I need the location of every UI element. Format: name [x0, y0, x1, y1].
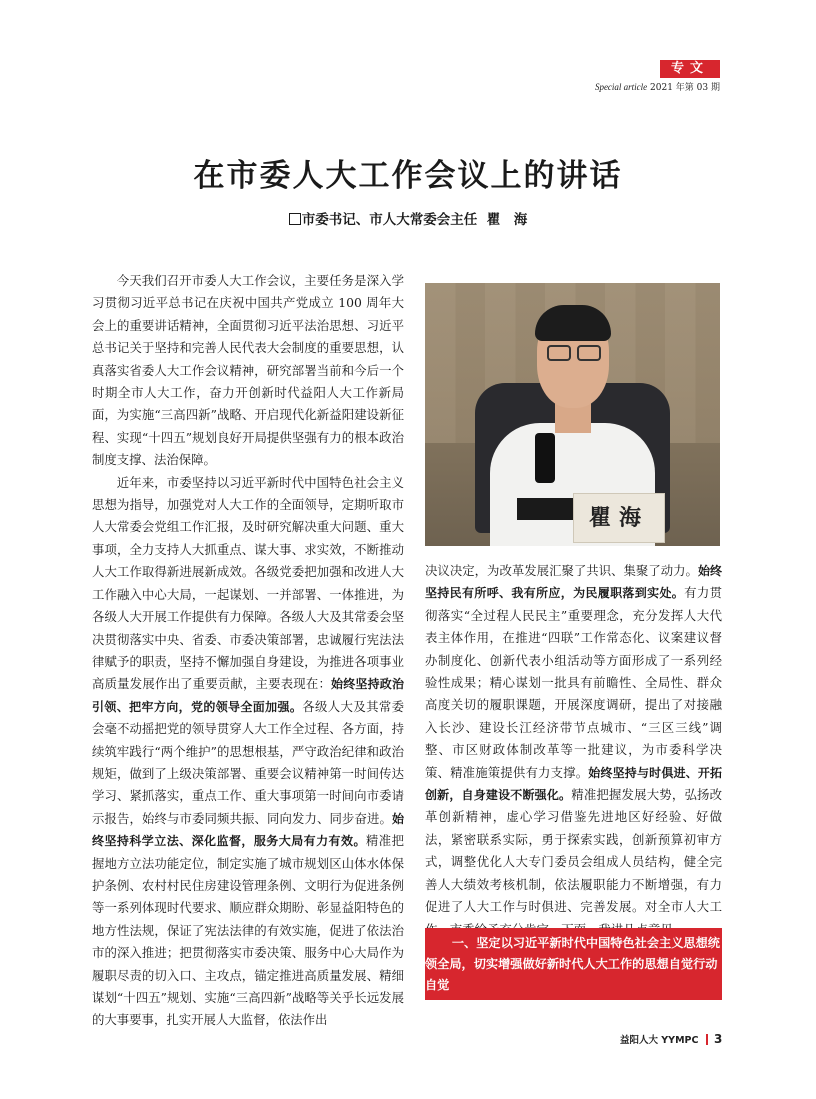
footer-divider	[706, 1034, 708, 1045]
issue-en: Special article	[594, 82, 648, 92]
highlight-legislation: 始终坚持科学立法、深化监督，服务大局有力有效。	[92, 811, 404, 849]
paragraph-achievements	[92, 472, 404, 1032]
microphone-icon	[535, 433, 555, 483]
text-run: 有力贯彻落实“全过程人民民主”重要理念，充分发挥人大代表主体作用，在推进“四联”工作常态化、议案建议督办制度化、创新代表小组活动等方面形成了一系列经验性成果；精心谋划一批具有前瞻性、全局性、群众高度关切的履职课题，开展深度调研，提出了对接融入长沙、建设长江经济带节点城市、“三区三线”调整、市区财政体制改革等一批建议，为市委科学决策、精准施策提供有力支撑。	[425, 585, 722, 780]
text-run: 精准把握地方立法功能定位，制定实施了城市规划区山体水体保护条例、农村村民住房建设管理条例、文明行为促进条例等一系列体现时代要求、顺应群众期盼、彰显益阳特色的地方性法规，保证了宪法法律的有效实施，促进了依法治市的深入推进；把贯彻落实市委决策、服务中心大局作为履职尽责的切入口、主攻点，锚定推进高质量发展、精细谋划“十四五”规划、实施“三高四新”战略等关乎长远发展的大事要事，扎实开展人大监督，依法作出	[92, 833, 404, 1028]
byline	[0, 208, 816, 228]
article-title: 在市委人大工作会议上的讲话	[193, 158, 623, 194]
glasses-left-icon	[547, 345, 571, 361]
paragraph-continued	[425, 560, 722, 941]
highlight-political-leadership: 始终坚持政治引领、把牢方向，党的领导全面加强。	[92, 677, 404, 714]
byline-box-icon	[289, 213, 301, 225]
byline-role: 市委书记、市人大常委会主任	[301, 212, 478, 228]
highlight-people: 始终坚持民有所呼、我有所应，为民履职落到实处。	[425, 564, 722, 601]
right-column	[425, 560, 722, 941]
section-heading: 一、坚定以习近平新时代中国特色社会主义思想统领全局，切实增强做好新时代人大工作的思想自觉行动自觉	[425, 936, 720, 992]
glasses-right-icon	[577, 345, 601, 361]
issue-cn: 2021 年第 03 期	[650, 83, 720, 93]
text-run: 决议决定，为改革发展汇聚了共识、集聚了动力。	[425, 563, 698, 578]
section-heading-box	[425, 928, 722, 1000]
speaker-photo	[425, 283, 720, 546]
microphone-base	[517, 498, 577, 520]
text-run: 精准把握发展大势，弘扬改革创新精神，虚心学习借鉴先进地区好经验、好做法，紧密联系实际，勇于探索实践，创新预算初审方式，调整优化人大专门委员会组成人员结构，健全完善人大绩效考核机制，依法履职能力不断增强，有力促进了人大工作与时俱进、完善发展。对全市人大工	[425, 787, 722, 915]
page-number: 3	[713, 1032, 723, 1046]
section-tag: 专文	[660, 60, 720, 78]
text-run: 各级人大及其常委会毫不动摇把党的领导贯穿人大工作全过程、各方面，持续筑牢践行“两个维护”的思想根基，严守政治纪律和政治规矩，做到了上级决策部署、重要会议精神第一时间传达学习、紧抓落实，重点工作、重大事项第一时间向市委请示报告，始终与市委同频共振、同向发力、同步奋进。	[92, 698, 404, 826]
footer-magazine: 益阳人大 YYMPC	[620, 1035, 699, 1046]
photo-hair	[535, 305, 611, 341]
page-footer	[620, 1032, 722, 1046]
text-run: 近年来，市委坚持以习近平新时代中国特色社会主义思想为指导，加强党对人大工作的全面领导，定期听取市人大常委会党组工作汇报，及时研究解决重大问题、重大事项，全力支持人大抓重点、谋大事、求实效，不断推动人大工作取得新进展新成效。各级党委把加强和改进人大工作融入中心大局，一起谋划、一并部署、一体推进，为各级人大开展工作提供有力保障。各级人大及其常委会坚决贯彻落实中央、省委、市委决策部署，忠诚履行宪法法律赋予的职责，坚持不懈加强自身建设，为推进各项事业高质量发展作出了重要贡献，主要表现在：	[92, 474, 404, 692]
highlight-innovation: 始终坚持与时俱进、开拓创新，自身建设不断强化。	[425, 765, 722, 803]
left-column	[92, 270, 404, 1032]
issue-line	[575, 80, 720, 93]
paragraph-intro: 今天我们召开市委人大工作会议，主要任务是深入学习贯彻习近平总书记在庆祝中国共产党成立 100 周年大会上的重要讲话精神，全面贯彻习近平法治思想、习近平总书记关于坚持和完善人民代表大会制度的重要思想，认真落实省委人大工作会议精神，研究部署当前和今后一个时期全市人大工作，奋力开创新时代益阳人大工作新局面，为实施“三高四新”战略、开启现代化新益阳建设新征程、实现“十四五”规划良好开局提供坚强有力的根本政治制度支撑、法治保障。	[92, 273, 404, 468]
byline-name: 瞿 海	[486, 212, 528, 228]
nameplate: 瞿海	[573, 493, 665, 543]
